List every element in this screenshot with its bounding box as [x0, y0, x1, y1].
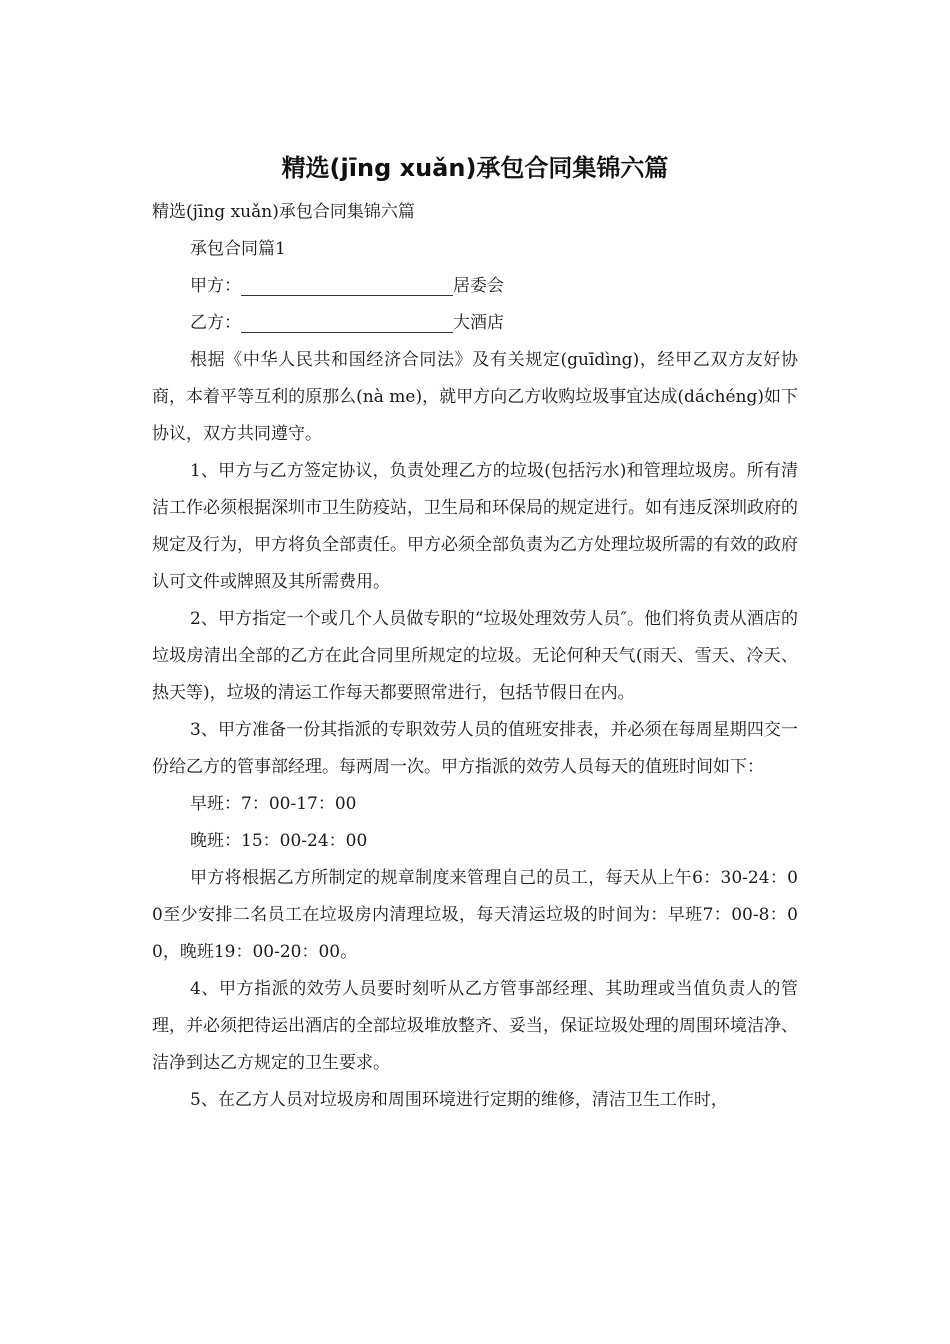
party-a-suffix: 居委会 — [453, 276, 504, 296]
paragraph-staffing: 甲方将根据乙方所制定的规章制度来管理自己的员工，每天从上午6：30-24：00至少安排二名员工在垃圾房内清理垃圾，每天清运垃圾的时间为：早班7：00-8：00，晚班19：00-20：00。 — [152, 868, 798, 962]
paragraph-clause-5: 5、在乙方人员对垃圾房和周围环境进行定期的维修，清洁卫生工作时， — [190, 1090, 728, 1110]
paragraph-clause-2: 2、甲方指定一个或几个人员做专职的“垃圾处理效劳人员″。他们将负责从酒店的垃圾房清出全部的乙方在此合同里所规定的垃圾。无论何种天气(雨天、雪天、冷天、热天等)，垃圾的清运工作每天都要照常进行，包括节假日在内。 — [152, 609, 798, 703]
party-b-suffix: 大酒店 — [453, 313, 504, 333]
party-b-blank — [241, 312, 453, 333]
paragraph-intro: 根据《中华人民共和国经济合同法》及有关规定(guīdìng)，经甲乙双方友好协商，本着平等互利的原那么(nà me)，就甲方向乙方收购垃圾事宜达成(dáchéng)如下协议，双方共同遵守。 — [152, 350, 798, 444]
party-a-line — [152, 268, 798, 305]
paragraph-clause-3: 3、甲方准备一份其指派的专职效劳人员的值班安排表，并必须在每周星期四交一份给乙方的管事部经理。每两周一次。甲方指派的效劳人员每天的值班时间如下： — [152, 720, 798, 777]
section-heading: 承包合同篇1 — [190, 239, 286, 259]
party-a-label: 甲方： — [190, 276, 241, 296]
paragraph-clause-1: 1、甲方与乙方签定协议，负责处理乙方的垃圾(包括污水)和管理垃圾房。所有清洁工作必须根据深圳市卫生防疫站，卫生局和环保局的规定进行。如有违反深圳政府的规定及行为，甲方将负全部责任。甲方必须全部负责为乙方处理垃圾所需的有效的政府认可文件或牌照及其所需费用。 — [152, 461, 798, 592]
document-subtitle: 精选(jīng xuǎn)承包合同集锦六篇 — [152, 202, 415, 222]
document-body — [152, 194, 798, 1119]
schedule-evening: 晚班：15：00-24：00 — [190, 831, 368, 851]
party-b-label: 乙方： — [190, 313, 241, 333]
party-a-blank — [241, 275, 453, 296]
party-b-line — [152, 305, 798, 342]
schedule-morning: 早班：7：00-17：00 — [190, 794, 357, 814]
paragraph-clause-4: 4、甲方指派的效劳人员要时刻听从乙方管事部经理、其助理或当值负责人的管理，并必须把待运出酒店的全部垃圾堆放整齐、妥当，保证垃圾处理的周围环境洁净、洁净到达乙方规定的卫生要求。 — [152, 979, 798, 1073]
document-title: 精选(jīng xuǎn)承包合同集锦六篇 — [281, 154, 669, 182]
